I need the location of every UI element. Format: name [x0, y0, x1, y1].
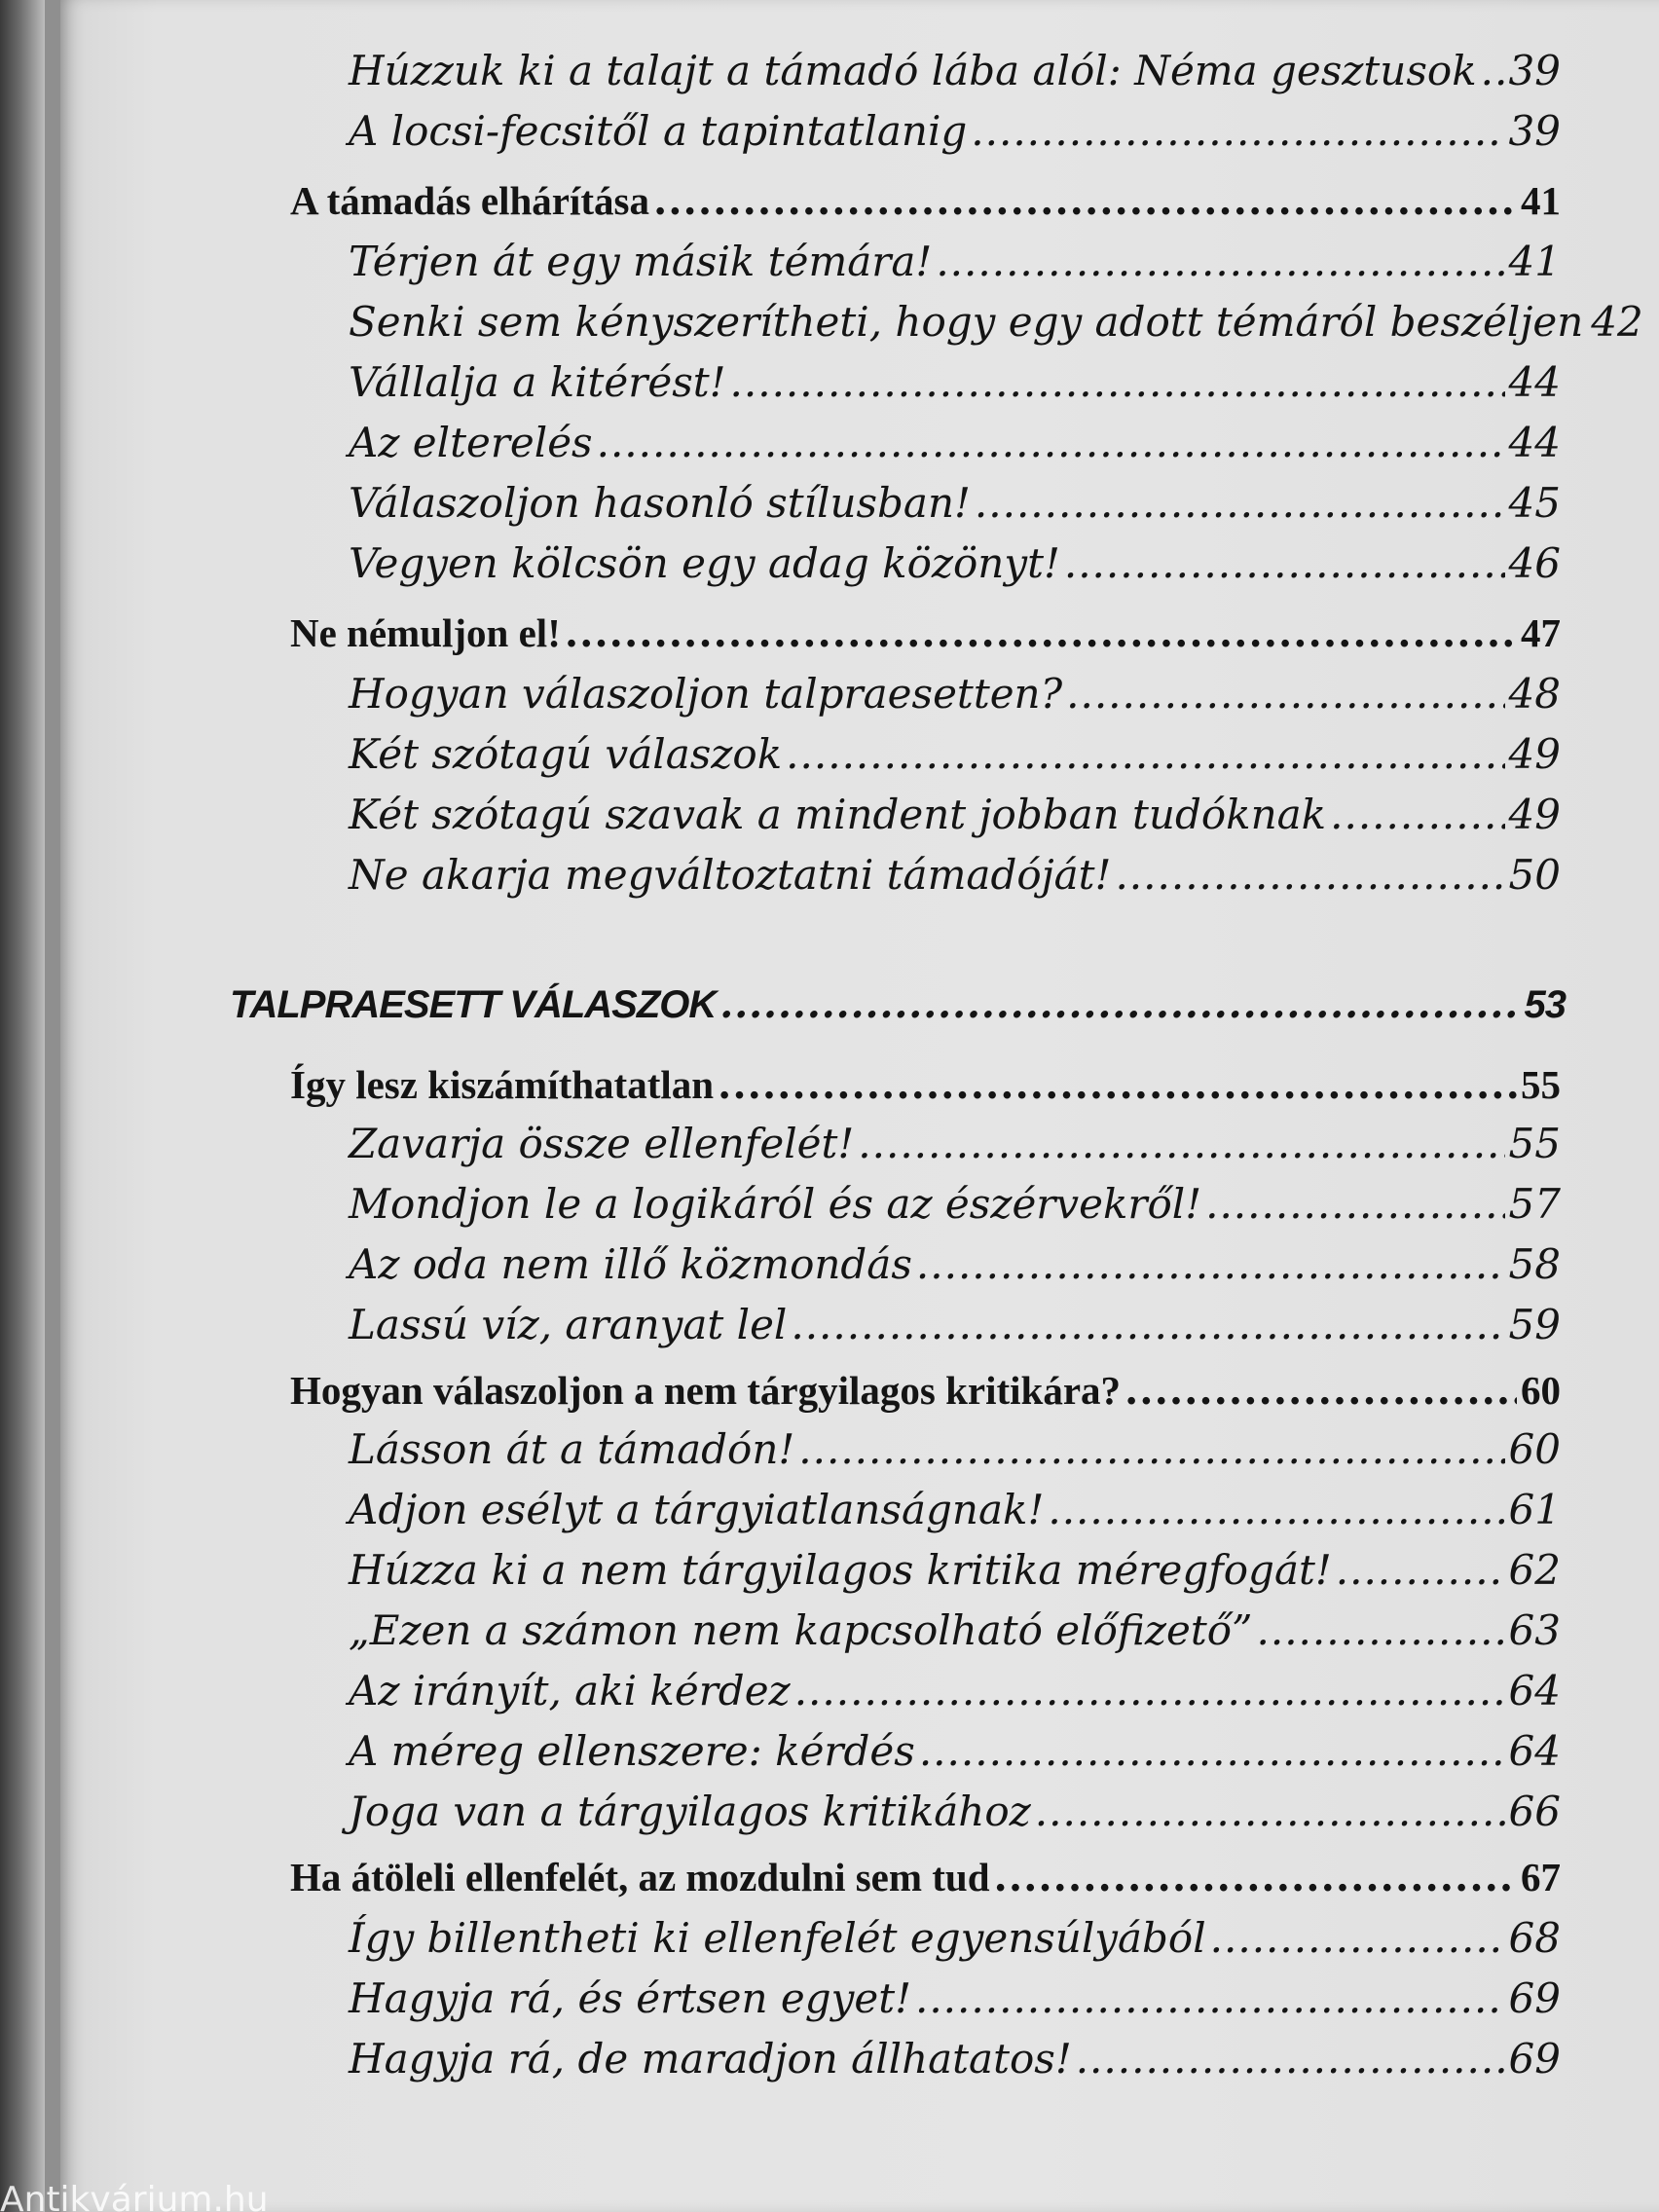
toc-entry-page: 44: [1508, 358, 1561, 406]
toc-entry-page: 49: [1508, 791, 1561, 838]
toc-entry-page: 41: [1508, 238, 1561, 285]
dot-leader: [1048, 1486, 1504, 1533]
toc-entry-title: Húzzuk ki a talajt a támadó lába alól: Néma gesztusok: [349, 47, 1477, 94]
toc-entry: [349, 479, 1561, 527]
dot-leader: [1035, 1788, 1505, 1835]
toc-entry: [349, 419, 1561, 466]
toc-entry-title: Térjen át egy másik témára!: [349, 238, 933, 285]
toc-entry: [349, 1301, 1561, 1348]
dot-leader: [1481, 47, 1505, 94]
toc-entry-title: Vállalja a kitérést!: [349, 358, 726, 406]
toc-section-page: 47: [1521, 610, 1561, 655]
dot-leader: [798, 1425, 1504, 1473]
toc-entry: [349, 1486, 1561, 1533]
toc-entry-title: Így billentheti ki ellenfelét egyensúlyából: [349, 1914, 1206, 1962]
dot-leader: [975, 479, 1505, 527]
dot-leader: [718, 1061, 1517, 1108]
toc-entry: [349, 1120, 1561, 1167]
toc-entry: [349, 1240, 1561, 1288]
toc-entry-page: 57: [1508, 1180, 1561, 1228]
toc-entry: [349, 1727, 1561, 1775]
toc-entry-title: Ne akarja megváltoztatni támadóját!: [349, 851, 1112, 899]
dot-leader: [791, 1301, 1504, 1348]
toc-entry-page: 45: [1508, 479, 1561, 527]
toc-section: [290, 609, 1561, 656]
toc-part-page: 53: [1524, 983, 1566, 1026]
dot-leader: [653, 177, 1517, 224]
toc-entry-page: 64: [1508, 1667, 1561, 1714]
toc-entry-page: 60: [1508, 1425, 1561, 1473]
toc-entry-page: 44: [1508, 419, 1561, 466]
toc-entry: [349, 1667, 1561, 1714]
toc-entry-title: Az irányít, aki kérdez: [349, 1667, 791, 1714]
dot-leader: [1066, 670, 1504, 718]
dot-leader: [971, 107, 1504, 155]
toc-entry-title: Lassú víz, aranyat lel: [349, 1301, 788, 1348]
toc-entry: [349, 670, 1561, 718]
toc-entry-title: Senki sem kényszerítheti, hogy egy adott témáról beszéljen: [349, 298, 1584, 346]
toc-section-title: Ne némuljon el!: [290, 610, 561, 655]
toc-entry: [349, 2035, 1561, 2083]
dot-leader: [1210, 1914, 1505, 1962]
toc-entry-title: Húzza ki a nem tárgyilagos kritika méregfogát!: [349, 1546, 1332, 1594]
dot-leader: [1336, 1546, 1505, 1594]
dot-leader: [936, 238, 1504, 285]
dot-leader: [916, 1240, 1505, 1288]
toc-entry-page: 68: [1508, 1914, 1561, 1962]
toc-entry-page: 59: [1508, 1301, 1561, 1348]
toc-entry: [349, 1180, 1561, 1228]
toc-entry-page: 69: [1508, 2035, 1561, 2083]
toc-section-title: Ha átöleli ellenfelét, az mozdulni sem tud: [290, 1855, 990, 1899]
toc-entry: [349, 1974, 1561, 2022]
toc-entry: [349, 1425, 1561, 1473]
toc-entry-title: Vegyen kölcsön egy adag közönyt!: [349, 539, 1060, 587]
dot-leader: [994, 1854, 1517, 1900]
toc-entry: [349, 298, 1643, 346]
toc-section: [290, 1061, 1561, 1108]
toc-entry-page: 62: [1508, 1546, 1561, 1594]
toc-section-page: 60: [1521, 1368, 1561, 1413]
toc-section-title: Hogyan válaszoljon a nem tárgyilagos kritikára?: [290, 1368, 1122, 1413]
dot-leader: [1205, 1180, 1504, 1228]
dot-leader: [730, 358, 1505, 406]
toc-entry-page: 61: [1508, 1486, 1561, 1533]
toc-section-title: A támadás elhárítása: [290, 178, 649, 223]
toc-section: [290, 1854, 1561, 1900]
toc-entry: [349, 1606, 1561, 1654]
toc-entry-page: 58: [1508, 1240, 1561, 1288]
toc-entry: [349, 238, 1561, 285]
toc-entry: [349, 47, 1561, 94]
dot-leader: [565, 609, 1517, 656]
toc-entry-title: Hagyja rá, de maradjon állhatatos!: [349, 2035, 1072, 2083]
toc-entry-title: A locsi-fecsitől a tapintatlanig: [349, 107, 968, 155]
toc-entry-page: 69: [1508, 1974, 1561, 2022]
toc-entry-page: 50: [1508, 851, 1561, 899]
toc-entry: [349, 539, 1561, 587]
toc-entry-title: Mondjon le a logikáról és az észérvekről!: [349, 1180, 1202, 1228]
toc-entry-page: 64: [1508, 1727, 1561, 1775]
toc-entry: [349, 1546, 1561, 1594]
toc-entry-page: 48: [1508, 670, 1561, 718]
toc-section-page: 55: [1521, 1062, 1561, 1107]
toc-section: [290, 177, 1561, 224]
toc-section: [290, 1367, 1561, 1414]
dot-leader: [858, 1120, 1504, 1167]
dot-leader: [915, 1974, 1505, 2022]
dot-leader: [919, 1727, 1505, 1775]
toc-part-title: TALPRAESETT VÁLASZOK: [230, 983, 717, 1026]
dot-leader: [1330, 791, 1504, 838]
dot-leader: [786, 730, 1504, 778]
dot-leader: [1064, 539, 1505, 587]
dot-leader: [1115, 851, 1504, 899]
toc-entry-page: 46: [1508, 539, 1561, 587]
toc-entry-title: Az oda nem illő közmondás: [349, 1240, 912, 1288]
toc-section-page: 67: [1521, 1855, 1561, 1899]
dot-leader: [1257, 1606, 1505, 1654]
toc-part-heading: [230, 981, 1566, 1027]
toc-entry-title: Lásson át a támadón!: [349, 1425, 795, 1473]
toc-entry-page: 66: [1508, 1788, 1561, 1835]
toc-entry: [349, 1914, 1561, 1962]
toc-entry-title: Zavarja össze ellenfelét!: [349, 1120, 855, 1167]
toc-entry-title: Adjon esélyt a tárgyiatlanságnak!: [349, 1486, 1045, 1533]
toc-entry: [349, 730, 1561, 778]
toc-entry: [349, 107, 1561, 155]
toc-entry-page: 39: [1508, 47, 1561, 94]
toc-entry-title: Joga van a tárgyilagos kritikához: [349, 1788, 1031, 1835]
toc-entry-title: A méreg ellenszere: kérdés: [349, 1727, 915, 1775]
watermark-text: Antikvárium.hu: [0, 2183, 269, 2212]
toc-entry-page: 42: [1591, 298, 1643, 346]
dot-leader: [1076, 2035, 1505, 2083]
toc-entry: [349, 358, 1561, 406]
toc-entry-title: Két szótagú válaszok: [349, 730, 783, 778]
toc-entry: [349, 791, 1561, 838]
dot-leader: [597, 419, 1505, 466]
toc-entry-title: Hagyja rá, és értsen egyet!: [349, 1974, 911, 2022]
toc-entry-title: Hogyan válaszoljon talpraesetten?: [349, 670, 1063, 718]
toc-entry-page: 49: [1508, 730, 1561, 778]
toc-entry-title: Az elterelés: [349, 419, 593, 466]
dot-leader: [1124, 1367, 1517, 1414]
toc-entry-page: 63: [1508, 1606, 1561, 1654]
toc-section-title: Így lesz kiszámíthatatlan: [290, 1062, 715, 1107]
toc-entry-title: Két szótagú szavak a mindent jobban tudóknak: [349, 791, 1327, 838]
toc-entry-title: „Ezen a számon nem kapcsolható előfizető”: [349, 1606, 1253, 1654]
toc-entry: [349, 1788, 1561, 1835]
dot-leader: [719, 981, 1520, 1027]
toc-section-page: 41: [1521, 178, 1561, 223]
toc-entry-page: 39: [1508, 107, 1561, 155]
dot-leader: [794, 1667, 1505, 1714]
toc-entry-page: 55: [1508, 1120, 1561, 1167]
toc-entry-title: Válaszoljon hasonló stílusban!: [349, 479, 971, 527]
toc-entry: [349, 851, 1561, 899]
